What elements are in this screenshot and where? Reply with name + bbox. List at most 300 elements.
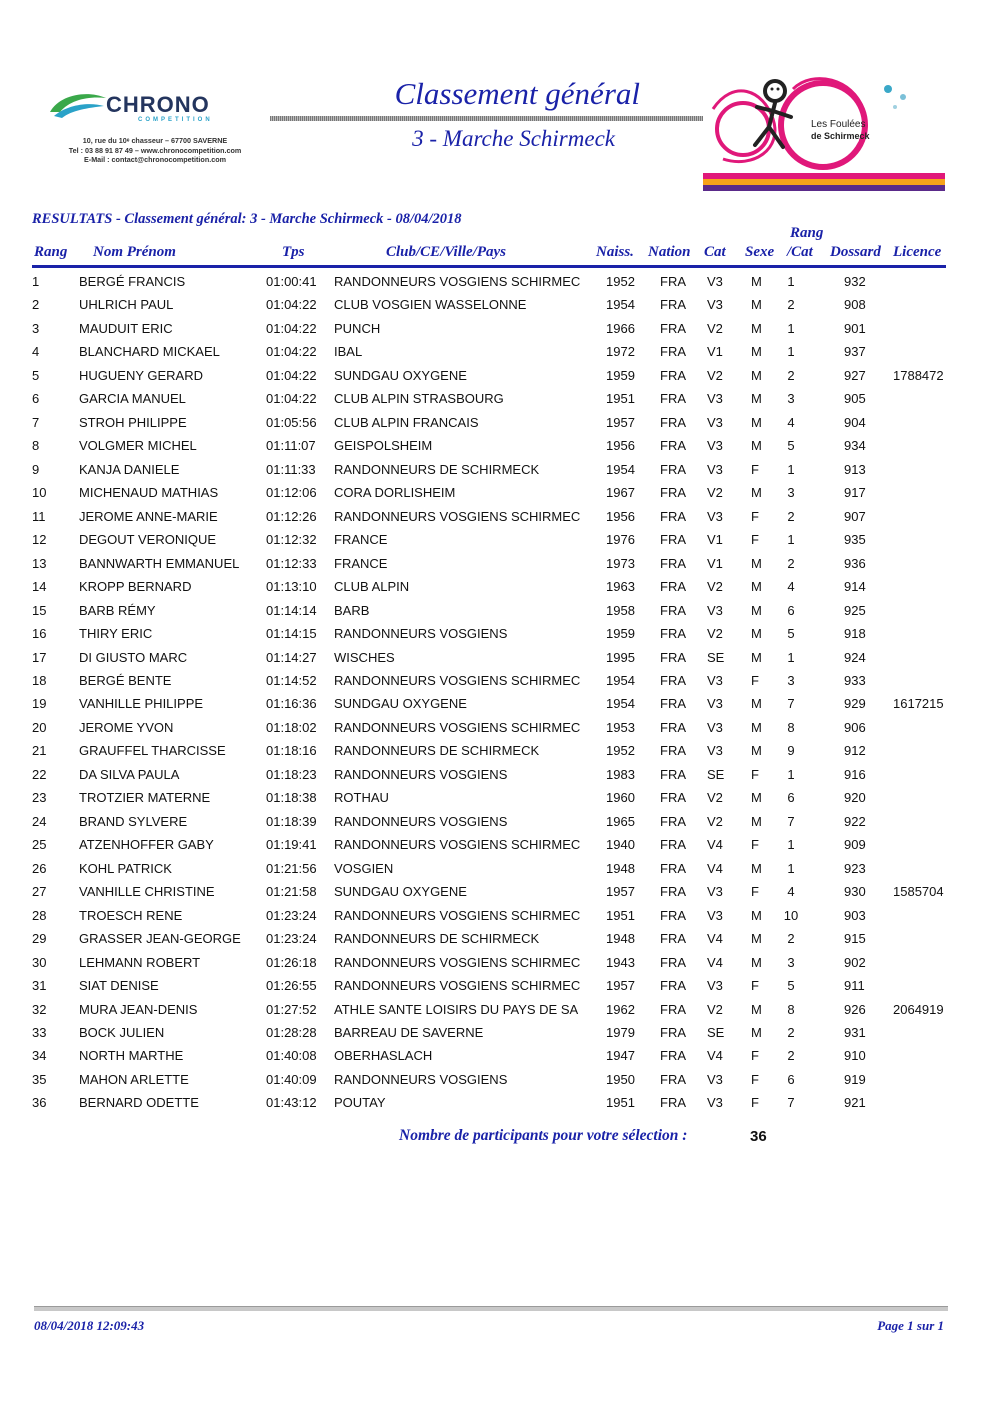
footer-timestamp: 08/04/2018 12:09:43 [34,1318,145,1333]
table-row [0,412,992,435]
cell-birth-year: 1951 [606,391,635,407]
table-row [0,740,992,763]
cell-category: SE [707,1025,725,1040]
cell-name: HUGUENY GERARD [79,367,204,383]
cell-nation: FRA [660,532,686,548]
table-row [0,576,992,599]
cell-rank-in-category: 7 [787,1095,795,1111]
cell-club: BARB [334,602,370,618]
table-row [0,858,992,881]
cell-time: 01:12:06 [266,485,317,501]
cell-name: LEHMANN ROBERT [79,954,201,970]
cell-rank-in-category: 2 [787,367,795,383]
table-row [0,553,992,576]
table-row [0,1092,992,1115]
cell-rank-in-category: 6 [787,790,795,806]
cell-rang: 28 [32,907,47,923]
cell-nation: FRA [660,649,686,665]
cell-category: V1 [707,555,723,571]
table-row [0,459,992,482]
cell-rank-in-category: 6 [787,1071,795,1087]
cell-bib: 906 [844,719,866,735]
cell-sex: M [751,602,762,618]
header-divider [32,265,946,268]
cell-sex: F [751,1095,759,1111]
cell-rank-in-category: 2 [787,555,795,571]
cell-time: 01:00:41 [266,274,317,289]
cell-bib: 925 [844,602,866,618]
cell-time: 01:26:55 [266,978,317,994]
cell-rang: 29 [32,931,47,947]
cell-club: BARREAU DE SAVERNE [334,1025,484,1040]
cell-club: FRANCE [334,555,388,571]
cell-name: TROTZIER MATERNE [79,790,211,806]
cell-club: RANDONNEURS VOSGIENS [334,813,508,829]
cell-sex: M [751,954,762,970]
cell-time: 01:12:26 [266,508,317,524]
cell-club: ROTHAU [334,790,389,806]
cell-nation: FRA [660,766,686,782]
cell-time: 01:14:27 [266,649,317,665]
cell-name: DA SILVA PAULA [79,766,180,782]
cell-rang: 35 [32,1071,47,1087]
cell-birth-year: 1954 [606,461,635,477]
cell-club: RANDONNEURS VOSGIENS SCHIRMEC [334,672,581,688]
table-row [0,341,992,364]
cell-rang: 3 [32,320,40,336]
cell-sex: M [751,438,762,454]
participants-label: Nombre de participants pour votre sélection : [399,1127,688,1144]
table-row [0,365,992,388]
cell-nation: FRA [660,555,686,571]
cell-club: RANDONNEURS VOSGIENS [334,1071,508,1087]
cell-category: V3 [707,274,723,289]
cell-time: 01:14:14 [266,602,317,618]
cell-name: DI GIUSTO MARC [79,649,188,665]
chrono-tagline: COMPETITION [138,117,213,123]
cell-category: V3 [707,1071,723,1087]
cell-rang: 17 [32,649,47,665]
cell-club: RANDONNEURS VOSGIENS SCHIRMEC [334,907,581,923]
cell-time: 01:23:24 [266,907,317,923]
cell-category: SE [707,766,725,782]
cell-nation: FRA [660,391,686,407]
col-cat: Cat [704,244,726,260]
cell-bib: 923 [844,860,866,876]
col-sexe: Sexe [745,244,775,260]
cell-sex: M [751,696,762,712]
participants-count: 36 [750,1128,767,1145]
cell-club: SUNDGAU OXYGENE [334,696,467,712]
cell-birth-year: 1951 [606,907,635,923]
cell-bib: 926 [844,1001,866,1017]
cell-birth-year: 1954 [606,297,635,313]
cell-rank-in-category: 2 [787,1025,795,1040]
cell-category: V2 [707,320,723,336]
cell-name: VANHILLE CHRISTINE [79,884,215,900]
event-logo [703,69,945,195]
cell-nation: FRA [660,860,686,876]
cell-rang: 8 [32,438,40,454]
cell-club: RANDONNEURS DE SCHIRMECK [334,931,540,947]
cell-time: 01:26:18 [266,954,317,970]
cell-time: 01:18:38 [266,790,317,806]
table-row [0,506,992,529]
cell-time: 01:12:33 [266,555,317,571]
cell-birth-year: 1966 [606,320,635,336]
cell-bib: 917 [844,485,866,501]
cell-sex: M [751,579,762,595]
cell-rank-in-category: 3 [787,954,795,970]
cell-name: MAHON ARLETTE [79,1071,189,1087]
cell-name: GRAUFFEL THARCISSE [79,743,226,759]
cell-category: V2 [707,626,723,642]
cell-name: KOHL PATRICK [79,860,172,876]
cell-rang: 2 [32,297,40,313]
cell-rang: 32 [32,1001,47,1017]
results-table [0,271,992,1116]
cell-sex: M [751,649,762,665]
chrono-phone-line: Tel : 03 88 91 87 49 – www.chronocompetition.com [68,145,242,155]
cell-nation: FRA [660,320,686,336]
cell-birth-year: 1958 [606,602,635,618]
cell-bib: 919 [844,1071,866,1087]
cell-rang: 20 [32,719,47,735]
cell-birth-year: 1979 [606,1025,635,1040]
cell-category: V4 [707,860,723,876]
cell-bib: 934 [844,438,866,454]
cell-birth-year: 1948 [606,931,635,947]
cell-birth-year: 1976 [606,532,635,548]
cell-bib: 907 [844,508,866,524]
cell-category: V3 [707,907,723,923]
cell-sex: M [751,813,762,829]
cell-rank-in-category: 3 [787,391,795,407]
table-row [0,787,992,810]
col-naiss: Naiss. [596,244,634,260]
cell-rang: 10 [32,485,47,501]
chrono-email-line: E-Mail : contact@chronocompetition.com [84,155,226,164]
cell-rang: 27 [32,884,47,900]
table-row [0,1022,992,1045]
cell-category: V3 [707,1095,723,1111]
cell-category: V2 [707,485,723,501]
cell-time: 01:43:12 [266,1095,317,1111]
cell-name: VANHILLE PHILIPPE [79,696,204,712]
cell-club: CLUB ALPIN FRANCAIS [334,414,479,430]
cell-club: RANDONNEURS VOSGIENS SCHIRMEC [334,274,581,289]
cell-nation: FRA [660,1071,686,1087]
table-row [0,623,992,646]
cell-name: MAUDUIT ERIC [79,320,173,336]
cell-sex: M [751,414,762,430]
cell-bib: 912 [844,743,866,759]
table-row [0,952,992,975]
cell-name: UHLRICH PAUL [79,297,174,313]
cell-rang: 16 [32,626,47,642]
cell-rank-in-category: 5 [787,438,795,454]
cell-category: V4 [707,954,723,970]
cell-birth-year: 1951 [606,1095,635,1111]
cell-sex: M [751,931,762,947]
cell-rank-in-category: 4 [787,579,795,595]
cell-birth-year: 1959 [606,367,635,383]
cell-category: V2 [707,367,723,383]
cell-rank-in-category: 9 [787,743,795,759]
cell-category: V4 [707,931,723,947]
cell-sex: M [751,367,762,383]
cell-bib: 901 [844,320,866,336]
cell-rank-in-category: 1 [787,461,795,477]
chrono-address-line: 10, rue du 10ᵉ chasseur – 67700 SAVERNE [82,136,228,145]
cell-nation: FRA [660,884,686,900]
table-row [0,271,992,294]
cell-bib: 908 [844,297,866,313]
cell-rang: 25 [32,837,47,853]
cell-rang: 13 [32,555,47,571]
cell-nation: FRA [660,790,686,806]
cell-nation: FRA [660,297,686,313]
cell-birth-year: 1956 [606,438,635,454]
cell-nation: FRA [660,978,686,994]
cell-club: POUTAY [334,1095,386,1111]
cell-sex: M [751,297,762,313]
cell-category: V2 [707,579,723,595]
cell-licence: 2064919 [893,1001,944,1017]
cell-bib: 933 [844,672,866,688]
cell-nation: FRA [660,743,686,759]
cell-bib: 924 [844,649,866,665]
cell-birth-year: 1952 [606,274,635,289]
table-row [0,1069,992,1092]
cell-bib: 922 [844,813,866,829]
cell-bib: 909 [844,837,866,853]
table-row [0,905,992,928]
cell-rank-in-category: 10 [783,907,799,923]
cell-birth-year: 1973 [606,555,635,571]
col-rang: Rang [34,244,68,260]
cell-rank-in-category: 2 [787,508,795,524]
cell-rang: 31 [32,978,47,994]
cell-nation: FRA [660,461,686,477]
cell-birth-year: 1959 [606,626,635,642]
chrono-address [40,136,270,165]
cell-rang: 19 [32,696,47,712]
cell-nation: FRA [660,672,686,688]
cell-category: V3 [707,461,723,477]
cell-category: V2 [707,1001,723,1017]
title-divider [270,116,703,121]
cell-time: 01:14:52 [266,672,317,688]
cell-birth-year: 1972 [606,344,635,360]
cell-birth-year: 1953 [606,719,635,735]
cell-club: IBAL [334,344,363,360]
cell-bib: 936 [844,555,866,571]
cell-nation: FRA [660,438,686,454]
cell-rank-in-category: 8 [787,719,795,735]
cell-rank-in-category: 6 [787,602,795,618]
cell-rang: 6 [32,391,40,407]
cell-birth-year: 1943 [606,954,635,970]
cell-rank-in-category: 1 [787,532,795,548]
cell-time: 01:18:16 [266,743,317,759]
cell-birth-year: 1954 [606,672,635,688]
cell-name: GRASSER JEAN-GEORGE [79,931,241,947]
cell-nation: FRA [660,813,686,829]
cell-bib: 921 [844,1095,866,1111]
cell-bib: 932 [844,274,866,289]
results-title: RESULTATS - Classement général: 3 - Marche Schirmeck - 08/04/2018 [32,211,462,227]
cell-name: TROESCH RENE [79,907,183,923]
cell-bib: 915 [844,931,866,947]
cell-category: V3 [707,743,723,759]
cell-name: JEROME ANNE-MARIE [79,508,218,524]
cell-time: 01:04:22 [266,391,317,407]
cell-category: V4 [707,1048,723,1064]
cell-category: V3 [707,884,723,900]
cell-rank-in-category: 4 [787,884,795,900]
cell-sex: M [751,907,762,923]
cell-category: V3 [707,672,723,688]
cell-category: V2 [707,813,723,829]
cell-rang: 5 [32,367,40,383]
cell-nation: FRA [660,414,686,430]
cell-sex: M [751,626,762,642]
cell-name: BRAND SYLVERE [79,813,188,829]
cell-category: V1 [707,532,723,548]
cell-sex: F [751,884,759,900]
cell-sex: F [751,532,759,548]
cell-category: V3 [707,391,723,407]
cell-nation: FRA [660,907,686,923]
table-row [0,717,992,740]
cell-club: RANDONNEURS VOSGIENS [334,766,508,782]
cell-bib: 931 [844,1025,866,1040]
table-row [0,764,992,787]
cell-bib: 910 [844,1048,866,1064]
cell-nation: FRA [660,579,686,595]
cell-time: 01:14:15 [266,626,317,642]
cell-name: JEROME YVON [79,719,174,735]
cell-rang: 7 [32,414,40,430]
col-dossard: Dossard [830,244,881,260]
cell-rank-in-category: 1 [787,860,795,876]
cell-nation: FRA [660,274,686,289]
cell-rank-in-category: 3 [787,672,795,688]
cell-club: OBERHASLACH [334,1048,433,1064]
event-logo-line1: Les Foulées [811,119,866,130]
cell-name: KANJA DANIELE [79,461,180,477]
cell-club: CLUB ALPIN STRASBOURG [334,391,504,407]
cell-rang: 33 [32,1025,47,1040]
cell-birth-year: 1952 [606,743,635,759]
cell-time: 01:23:24 [266,931,317,947]
event-logo-line2: de Schirmeck [811,131,870,141]
cell-sex: M [751,485,762,501]
cell-club: VOSGIEN [334,860,394,876]
cell-rang: 15 [32,602,47,618]
cell-name: BERNARD ODETTE [79,1095,199,1111]
cell-club: WISCHES [334,649,395,665]
cell-rank-in-category: 2 [787,931,795,947]
cell-birth-year: 1954 [606,696,635,712]
cell-licence: 1585704 [893,884,944,900]
cell-sex: M [751,790,762,806]
cell-name: BOCK JULIEN [79,1025,165,1040]
cell-sex: M [751,719,762,735]
cell-time: 01:21:58 [266,884,317,900]
cell-club: CLUB ALPIN [334,579,410,595]
cell-time: 01:04:22 [266,367,317,383]
table-row [0,529,992,552]
cell-rank-in-category: 7 [787,696,795,712]
cell-sex: F [751,672,759,688]
cell-name: THIRY ERIC [79,626,153,642]
cell-bib: 930 [844,884,866,900]
table-row [0,834,992,857]
cell-club: SUNDGAU OXYGENE [334,367,467,383]
cell-rank-in-category: 5 [787,626,795,642]
cell-bib: 914 [844,579,866,595]
cell-club: FRANCE [334,532,388,548]
footer-divider [34,1306,948,1311]
cell-time: 01:18:02 [266,719,317,735]
cell-rang: 4 [32,344,40,360]
table-row [0,294,992,317]
col-rang-cat-top: Rang [790,225,824,241]
table-row [0,811,992,834]
cell-category: V3 [707,414,723,430]
cell-sex: M [751,743,762,759]
cell-name: BERGÉ FRANCIS [79,274,186,289]
cell-time: 01:28:28 [266,1025,317,1040]
cell-name: BLANCHARD MICKAEL [79,344,220,360]
cell-rang: 24 [32,813,47,829]
cell-sex: F [751,508,759,524]
cell-birth-year: 1967 [606,485,635,501]
cell-nation: FRA [660,1001,686,1017]
cell-rang: 12 [32,532,47,548]
cell-rang: 21 [32,743,47,759]
cell-rank-in-category: 1 [787,837,795,853]
cell-club: SUNDGAU OXYGENE [334,884,467,900]
cell-time: 01:18:23 [266,766,317,782]
cell-rang: 34 [32,1048,47,1064]
cell-sex: M [751,274,762,289]
cell-rank-in-category: 2 [787,1048,795,1064]
cell-category: V3 [707,438,723,454]
cell-birth-year: 1950 [606,1071,635,1087]
page-title: Classement général [394,76,640,111]
cell-club: RANDONNEURS VOSGIENS SCHIRMEC [334,837,581,853]
cell-nation: FRA [660,626,686,642]
cell-category: V3 [707,978,723,994]
cell-club: RANDONNEURS VOSGIENS SCHIRMEC [334,978,581,994]
page-subtitle: 3 - Marche Schirmeck [412,126,615,151]
cell-licence: 1788472 [893,367,944,383]
cell-birth-year: 1956 [606,508,635,524]
cell-time: 01:18:39 [266,813,317,829]
cell-time: 01:13:10 [266,579,317,595]
cell-category: V3 [707,297,723,313]
cell-birth-year: 1957 [606,414,635,430]
cell-nation: FRA [660,508,686,524]
cell-rang: 9 [32,461,40,477]
cell-club: RANDONNEURS VOSGIENS SCHIRMEC [334,508,581,524]
cell-time: 01:04:22 [266,320,317,336]
cell-nation: FRA [660,837,686,853]
cell-nation: FRA [660,1048,686,1064]
